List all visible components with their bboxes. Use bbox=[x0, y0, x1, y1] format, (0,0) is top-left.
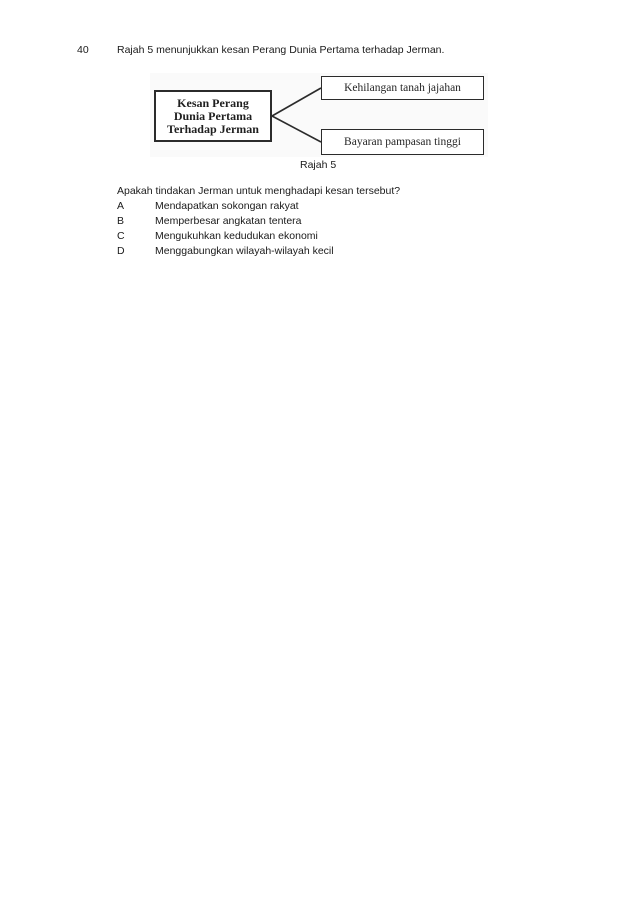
connector-bottom-line bbox=[272, 116, 321, 142]
effect-label-reparations: Bayaran pampasan tinggi bbox=[344, 136, 461, 148]
option-letter: C bbox=[117, 230, 125, 242]
question-number: 40 bbox=[77, 44, 89, 56]
question-stem: Rajah 5 menunjukkan kesan Perang Dunia Pertama terhadap Jerman. bbox=[117, 44, 445, 56]
question-prompt: Apakah tindakan Jerman untuk menghadapi kesan tersebut? bbox=[117, 185, 401, 197]
effect-box-reparations bbox=[321, 129, 484, 155]
main-topic-line-2: Dunia Pertama bbox=[173, 108, 253, 123]
option-letter: D bbox=[117, 245, 125, 257]
diagram-rajah-5 bbox=[150, 73, 488, 157]
main-topic-line-3: Terhadap Jerman bbox=[167, 121, 259, 136]
connector-top-line bbox=[272, 88, 321, 116]
option-letter: A bbox=[117, 200, 125, 212]
option-text: Mengukuhkan kedudukan ekonomi bbox=[155, 230, 318, 242]
main-topic-box bbox=[154, 90, 272, 142]
option-text: Mendapatkan sokongan rakyat bbox=[155, 200, 299, 212]
effect-box-territory-loss bbox=[321, 76, 484, 100]
effect-label-territory-loss: Kehilangan tanah jajahan bbox=[344, 82, 461, 94]
option-letter: B bbox=[117, 215, 125, 227]
option-text: Memperbesar angkatan tentera bbox=[155, 215, 302, 227]
main-topic-line-1: Kesan Perang bbox=[177, 95, 249, 110]
option-text: Menggabungkan wilayah-wilayah kecil bbox=[155, 245, 334, 257]
diagram-caption: Rajah 5 bbox=[300, 159, 337, 171]
